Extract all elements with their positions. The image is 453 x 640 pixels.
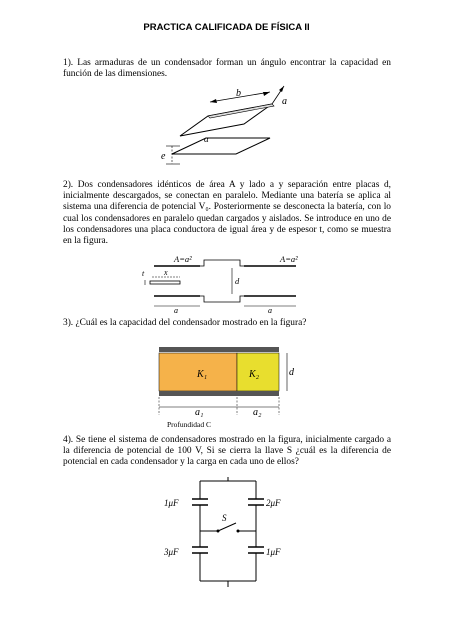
figure-dielectric-capacitor (145, 345, 305, 431)
page-title: PRACTICA CALIFICADA DE FÍSICA II (143, 22, 310, 33)
label-a-left: a (174, 306, 178, 314)
label-alpha: α (204, 134, 209, 144)
label-c-top-left: 1μF (164, 498, 179, 508)
figure-inclined-plates (150, 82, 310, 174)
problem-2-text: 2). Dos condensadores idénticos de área A y lado a y separación entre placas d, inicialmente descargados, se conectan en paralelo. Mediante una batería se aplica al sistema una diferencia de potencial V₀. Posteriormente se desconecta la batería, con lo cual los condensadores en paralelo quedan cargados y aislados. Se introduce en uno de los condensadores una placa conductora de igual área y de espesor t, como se muestra en la figura. (63, 180, 391, 247)
figure-capacitor-circuit (160, 475, 290, 605)
label-t: t (142, 269, 145, 278)
label-b: b (236, 88, 241, 99)
problem-1-text: 1). Las armaduras de un condensador forman un ángulo encontrar la capacidad en función de las dimensiones. (63, 58, 391, 80)
problem-3-text: 3). ¿Cuál es la capacidad del condensador mostrado en la figura? (63, 318, 307, 328)
label-x: x (164, 268, 168, 277)
label-switch: S (222, 513, 227, 523)
label-d: d (235, 276, 240, 286)
label-depth: Profundidad C (167, 420, 211, 429)
label-k1: K₁ (197, 369, 208, 380)
figure-parallel-capacitors (140, 252, 310, 314)
bottom-plate (159, 391, 279, 396)
label-a1: a₁ (195, 407, 204, 418)
label-c-bottom-right: 1μF (266, 547, 281, 557)
label-a: a (282, 96, 287, 107)
label-c-bottom-left: 3μF (164, 547, 179, 557)
label-area-right: A=a² (280, 254, 298, 264)
label-a-right: a (268, 306, 272, 314)
label-c-top-right: 2μF (266, 498, 281, 508)
label-area-left: A=a² (174, 254, 192, 264)
top-plate (159, 347, 279, 352)
label-k2: K₂ (249, 369, 260, 380)
label-d: d (289, 367, 294, 378)
label-a2: a₂ (253, 407, 262, 418)
label-e: e (161, 151, 166, 162)
problem-4-text: 4). Se tiene el sistema de condensadores mostrado en la figura, inicialmente cargado a la diferencia de potencial de 100 V, Si se cierra la llave S ¿cuál es la diferencia de potencial en cada condensador y la carga en cada uno de ellos? (63, 435, 391, 468)
